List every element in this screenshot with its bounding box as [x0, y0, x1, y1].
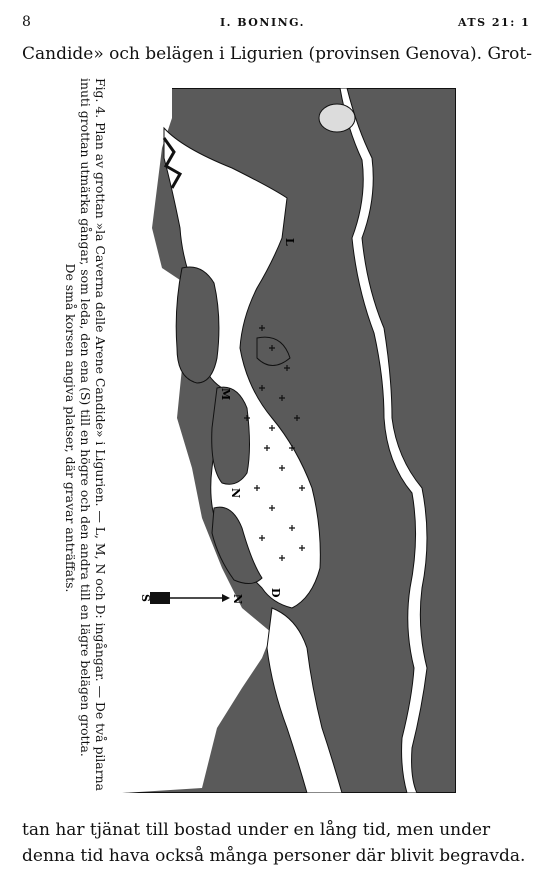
rock-pillar-1 — [176, 267, 219, 383]
body-text-line-top: Candide» och belägen i Ligurien (provinsen Genova). Grot- — [22, 44, 532, 64]
label-M: M — [219, 388, 232, 401]
rock-pillar-2 — [212, 387, 250, 484]
compass-south-label: S — [139, 594, 152, 602]
caption-line-1: Fig. 4. Plan av grottan »la Caverna delle Arene Candide» i Ligurien. — L, M, N och D: ingångar. — De två pilarna — [93, 78, 108, 791]
series-code: ATS 21: 1 — [458, 16, 531, 29]
caption-line-3: De små korsen angiva platser, där gravar anträffats. — [63, 263, 78, 593]
label-L: L — [283, 238, 296, 246]
compass-north-label: N — [231, 594, 244, 605]
body-text-line-bottom-2: denna tid hava också många personer där blivit begravda. — [22, 846, 526, 866]
stippled-area — [319, 104, 355, 132]
body-text-line-bottom-1: tan har tjänat till bostad under en lång tid, men under — [22, 820, 491, 840]
cave-plan-figure — [122, 88, 456, 793]
running-head: I. BONING. — [220, 16, 305, 29]
label-N: N — [229, 488, 242, 499]
figure-caption — [8, 78, 108, 798]
compass-south-marker — [150, 592, 170, 604]
caption-line-2: inuti grottan utmärka gångar, som leda, den ena (S) till en högre och den andra till en lägre belägen grotta. — [78, 78, 93, 757]
label-D: D — [269, 588, 282, 598]
page-number: 8 — [22, 14, 32, 30]
cave-plan-map — [122, 88, 456, 793]
